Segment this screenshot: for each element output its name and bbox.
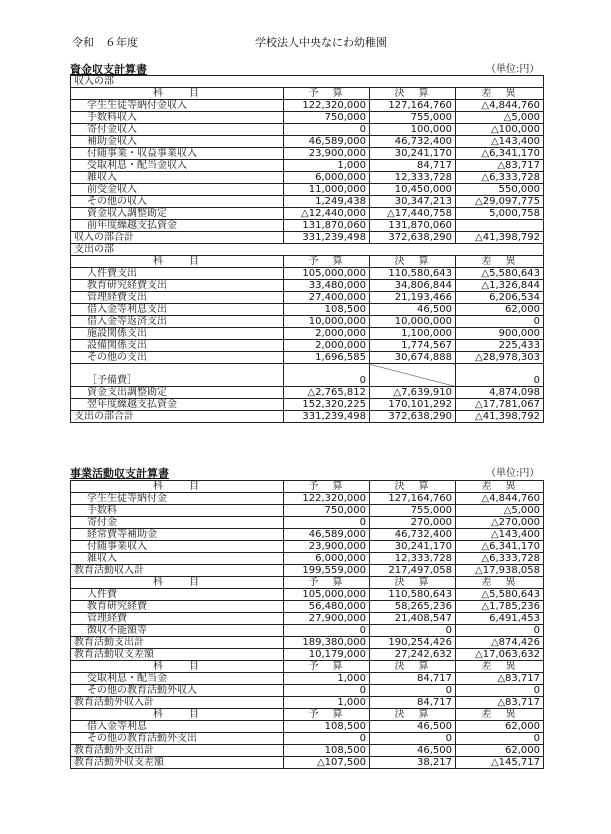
cash-income-column-headers [71,88,544,100]
table-row [71,160,544,172]
row-item-name: 教育研究経費支出 [71,280,284,292]
row-diff-value: △1,326,844 [456,280,544,292]
row-diff-value: 62,000 [456,721,544,733]
row-budget-value: 6,000,000 [284,172,370,184]
row-item-name: 手数料 [71,505,284,517]
row-budget-value: 105,000,000 [284,268,370,280]
table-row [71,136,544,148]
col-header-budget: 予 算 [284,88,370,100]
row-diff-value: △270,000 [456,517,544,529]
fiscal-year: 令和 ６年度 [72,36,138,49]
col-header-diff: 差 異 [456,481,544,493]
row-actual-value: △7,639,910 [370,387,456,399]
row-actual-value: 84,717 [370,697,456,709]
row-diff-value: △17,781,067 [456,399,544,411]
row-diff-value: 550,000 [456,184,544,196]
col-header-actual: 決 算 [370,661,456,673]
row-actual-value: 46,500 [370,745,456,757]
row-diff-value: △874,426 [456,637,544,649]
row-diff-value: 900,000 [456,328,544,340]
row-actual-value: 38,217 [370,757,456,769]
row-item-name: 資金支出調整勘定 [71,387,284,399]
col-header-diff: 差 異 [456,661,544,673]
table-row [71,184,544,196]
row-actual-value: 190,254,426 [370,637,456,649]
row-budget-value: 1,000 [284,697,370,709]
edu-expense-column-headers [71,577,544,589]
row-budget-value: 108,500 [284,721,370,733]
expense-section-header [71,244,544,256]
row-diff-value: △41,398,792 [456,411,544,423]
activity-statement-title: 事業活動収支計算書 [70,467,169,480]
table-row [71,172,544,184]
row-diff-value: △6,333,728 [456,172,544,184]
row-budget-value: 23,900,000 [284,148,370,160]
row-item-name: 借入金等利息支出 [71,304,284,316]
row-item-name: 施設関係支出 [71,328,284,340]
row-item-name: 前年度繰越支払資金 [71,220,284,232]
row-budget-value: 152,320,225 [284,399,370,411]
row-diff-value: △6,333,728 [456,553,544,565]
row-diff-value: △100,000 [456,124,544,136]
row-item-name: その他の支出 [71,352,284,364]
row-budget-value: 0 [284,364,370,387]
row-actual-value: 27,242,632 [370,649,456,661]
edu-income-total-row [71,565,544,577]
cash-flow-table [70,75,544,423]
table-row [71,328,544,340]
table-row [71,304,544,316]
row-item-name: 前受金収入 [71,184,284,196]
row-diff-value: △17,063,632 [456,649,544,661]
col-header-actual: 決 算 [370,709,456,721]
row-actual-value: 1,100,000 [370,328,456,340]
reserve-row [71,364,544,387]
row-diff-value: 0 [456,733,544,745]
row-diff-value: △83,717 [456,160,544,172]
row-item-name: 管理経費支出 [71,292,284,304]
row-item-name: 借入金等利息 [71,721,284,733]
row-item-name: 付随事業・収益事業収入 [71,148,284,160]
row-budget-value: 189,380,000 [284,637,370,649]
row-item-name: 管理経費 [71,613,284,625]
row-actual-value: 21,193,466 [370,292,456,304]
table-row [71,352,544,364]
row-actual-value: 170,101,292 [370,399,456,411]
row-diff-value: △145,717 [456,757,544,769]
row-item-name: 寄付金 [71,517,284,529]
row-diff-value: 0 [456,364,544,387]
nonedu-balance-row [71,757,544,769]
row-item-name: 収入の部合計 [71,232,284,244]
row-budget-value: 108,500 [284,745,370,757]
row-budget-value: △12,440,000 [284,208,370,220]
nonedu-expense-total-row [71,745,544,757]
row-budget-value: 0 [284,733,370,745]
row-actual-value: 12,333,728 [370,172,456,184]
row-budget-value: 56,480,000 [284,601,370,613]
row-item-name: 学生生徒等納付金収入 [71,100,284,112]
row-actual-value: 12,333,728 [370,553,456,565]
row-budget-value: 46,589,000 [284,136,370,148]
income-section-header-label: 収入の部 [71,76,544,88]
row-diff-value [456,220,544,232]
row-item-name: 人件費支出 [71,268,284,280]
row-budget-value: 108,500 [284,304,370,316]
row-diff-value: 225,433 [456,340,544,352]
row-budget-value: 33,480,000 [284,280,370,292]
row-diff-value: △83,717 [456,697,544,709]
row-diff-value: △143,400 [456,136,544,148]
table-row [71,112,544,124]
expense-total-row [71,411,544,423]
nonedu-income-total-row [71,697,544,709]
row-diff-value: 62,000 [456,304,544,316]
row-diff-value: △5,000 [456,505,544,517]
row-item-name: 資金収入調整勘定 [71,208,284,220]
row-budget-value: 46,589,000 [284,529,370,541]
nonedu-income-column-headers [71,661,544,673]
col-header-actual: 決 算 [370,88,456,100]
table-row [71,589,544,601]
row-diff-value: △6,341,170 [456,541,544,553]
row-item-name: 教育活動支出計 [71,637,284,649]
col-header-actual: 決 算 [370,577,456,589]
row-diff-value: △17,938,058 [456,565,544,577]
table-row [71,625,544,637]
table-row [71,553,544,565]
row-diff-value: △41,398,792 [456,232,544,244]
row-budget-value: 0 [284,517,370,529]
row-actual-value: 217,497,058 [370,565,456,577]
row-budget-value: 122,320,000 [284,493,370,505]
row-budget-value: △2,765,812 [284,387,370,399]
table-row [71,529,544,541]
row-diff-value: △5,580,643 [456,268,544,280]
row-budget-value: 2,000,000 [284,328,370,340]
nonedu-expense-column-headers [71,709,544,721]
row-actual-value: 30,674,888 [370,352,456,364]
row-actual-value: 1,774,567 [370,340,456,352]
row-actual-value: 100,000 [370,124,456,136]
table-row [71,100,544,112]
row-diff-value: △4,844,760 [456,100,544,112]
cash-expense-column-headers [71,256,544,268]
row-item-name: 雑収入 [71,172,284,184]
table-row [71,196,544,208]
row-item-name: 教育活動収入計 [71,565,284,577]
row-diff-value: 6,206,534 [456,292,544,304]
row-item-name: 雑収入 [71,553,284,565]
table-row [71,148,544,160]
row-budget-value: 2,000,000 [284,340,370,352]
row-budget-value: 11,000,000 [284,184,370,196]
row-budget-value: 122,320,000 [284,100,370,112]
row-budget-value: 0 [284,124,370,136]
row-actual-value: 34,806,844 [370,280,456,292]
row-item-name: 教育活動外収入計 [71,697,284,709]
row-diff-value: 6,491,453 [456,613,544,625]
row-actual-value: 46,732,400 [370,529,456,541]
row-item-name: その他の教育活動外収入 [71,685,284,697]
row-budget-value: 105,000,000 [284,589,370,601]
row-item-name: 教育活動収支差額 [71,649,284,661]
row-actual-value: 755,000 [370,505,456,517]
table-row [71,399,544,411]
row-actual-value: 10,000,000 [370,316,456,328]
table-row [71,124,544,136]
row-actual-value: 10,450,000 [370,184,456,196]
row-budget-value: 6,000,000 [284,553,370,565]
col-header-item: 科 目 [71,256,284,268]
table-row [71,268,544,280]
row-item-name: 受取利息・配当金 [71,673,284,685]
row-item-name: 教育研究経費 [71,601,284,613]
row-item-name: 寄付金収入 [71,124,284,136]
row-item-name: 学生生徒等納付金 [71,493,284,505]
row-actual-value: 84,717 [370,673,456,685]
col-header-actual: 決 算 [370,481,456,493]
row-budget-value: 750,000 [284,505,370,517]
row-budget-value: △107,500 [284,757,370,769]
row-actual-value: 0 [370,685,456,697]
row-diff-value: 0 [456,316,544,328]
row-actual-value: 127,164,760 [370,493,456,505]
col-header-diff: 差 異 [456,577,544,589]
row-budget-value: 750,000 [284,112,370,124]
row-budget-value: 1,249,438 [284,196,370,208]
row-actual-value: 30,347,213 [370,196,456,208]
row-budget-value: 199,559,000 [284,565,370,577]
row-actual-value: 30,241,170 [370,148,456,160]
row-item-name: その他の教育活動外支出 [71,733,284,745]
row-budget-value: 23,900,000 [284,541,370,553]
row-item-name: 借入金等返済支出 [71,316,284,328]
table-row [71,316,544,328]
row-item-name: 支出の部合計 [71,411,284,423]
row-diff-value: 0 [456,625,544,637]
row-actual-value: 46,732,400 [370,136,456,148]
row-diff-value: 4,874,098 [456,387,544,399]
row-item-name: 教育活動外支出計 [71,745,284,757]
row-budget-value: 0 [284,625,370,637]
table-row [71,733,544,745]
row-diff-value: △28,978,303 [456,352,544,364]
col-header-item: 科 目 [71,481,284,493]
table-row [71,685,544,697]
table-row [71,721,544,733]
row-budget-value: 131,870,060 [284,220,370,232]
row-actual-value: △17,440,758 [370,208,456,220]
row-item-name: 教育活動外収支差額 [71,757,284,769]
cash-flow-unit: （単位:円） [486,64,540,75]
row-diff-value: △1,785,236 [456,601,544,613]
row-budget-value: 27,900,000 [284,613,370,625]
income-total-row [71,232,544,244]
activity-statement-unit: （単位:円） [486,468,540,479]
col-header-budget: 予 算 [284,661,370,673]
row-budget-value: 1,000 [284,673,370,685]
row-budget-value: 331,239,498 [284,232,370,244]
row-diff-value: △4,844,760 [456,493,544,505]
table-row [71,493,544,505]
table-row [71,673,544,685]
row-item-name: 徴収不能額等 [71,625,284,637]
row-item-name: 人件費 [71,589,284,601]
row-actual-value: 84,717 [370,160,456,172]
table-row [71,280,544,292]
row-item-name: 設備関係支出 [71,340,284,352]
row-actual-value: 755,000 [370,112,456,124]
table-row [71,601,544,613]
col-header-item: 科 目 [71,577,284,589]
row-diff-value: △29,097,775 [456,196,544,208]
row-diff-value: 62,000 [456,745,544,757]
row-actual-value: 58,265,236 [370,601,456,613]
row-actual-value: 21,408,547 [370,613,456,625]
row-item-name: ［予備費］ [71,364,284,387]
row-actual-value: 270,000 [370,517,456,529]
col-header-budget: 予 算 [284,256,370,268]
row-diff-value: △6,341,170 [456,148,544,160]
row-diff-value: 0 [456,685,544,697]
col-header-actual: 決 算 [370,256,456,268]
col-header-item: 科 目 [71,88,284,100]
col-header-budget: 予 算 [284,577,370,589]
expense-section-header-label: 支出の部 [71,244,544,256]
row-actual-value: 110,580,643 [370,268,456,280]
row-diff-value: △143,400 [456,529,544,541]
row-actual-value: 110,580,643 [370,589,456,601]
edu-expense-total-row [71,637,544,649]
row-budget-value: 10,000,000 [284,316,370,328]
row-budget-value: 27,400,000 [284,292,370,304]
table-row [71,208,544,220]
row-item-name: 翌年度繰越支払資金 [71,399,284,411]
row-actual-value: 372,638,290 [370,411,456,423]
col-header-diff: 差 異 [456,88,544,100]
table-row [71,517,544,529]
activity-statement-table [70,480,544,769]
row-budget-value: 331,239,498 [284,411,370,423]
row-item-name: 受取利息・配当金収入 [71,160,284,172]
row-actual-value: 131,870,060 [370,220,456,232]
row-actual-value: 127,164,760 [370,100,456,112]
row-actual-value [370,364,456,387]
organization-name: 学校法人中央なにわ幼稚園 [255,36,387,49]
row-budget-value: 1,696,585 [284,352,370,364]
row-actual-value: 372,638,290 [370,232,456,244]
row-actual-value: 0 [370,625,456,637]
row-actual-value: 0 [370,733,456,745]
table-row [71,340,544,352]
row-actual-value: 46,500 [370,721,456,733]
row-item-name: 付随事業収入 [71,541,284,553]
table-row [71,220,544,232]
row-budget-value: 1,000 [284,160,370,172]
table-row [71,613,544,625]
table-row [71,387,544,399]
col-header-diff: 差 異 [456,256,544,268]
col-header-diff: 差 異 [456,709,544,721]
col-header-budget: 予 算 [284,709,370,721]
row-item-name: 手数料収入 [71,112,284,124]
row-diff-value: △83,717 [456,673,544,685]
col-header-item: 科 目 [71,709,284,721]
table-row [71,541,544,553]
row-diff-value: △5,580,643 [456,589,544,601]
row-diff-value: △5,000 [456,112,544,124]
edu-balance-row [71,649,544,661]
income-section-header [71,76,544,88]
table-row [71,505,544,517]
row-actual-value: 46,500 [370,304,456,316]
row-diff-value: 5,000,758 [456,208,544,220]
row-item-name: 補助金収入 [71,136,284,148]
cash-flow-title: 資金収支計算書 [70,63,147,76]
row-item-name: その他の収入 [71,196,284,208]
col-header-budget: 予 算 [284,481,370,493]
col-header-item: 科 目 [71,661,284,673]
row-budget-value: 10,179,000 [284,649,370,661]
row-actual-value: 30,241,170 [370,541,456,553]
row-budget-value: 0 [284,685,370,697]
table-row [71,292,544,304]
row-item-name: 経常費等補助金 [71,529,284,541]
edu-income-column-headers [71,481,544,493]
